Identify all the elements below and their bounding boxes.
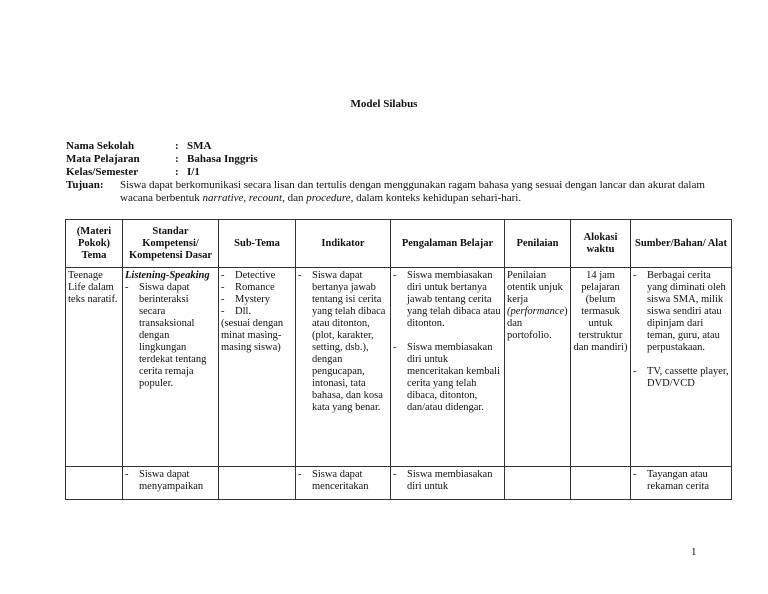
header-penilaian: Penilaian bbox=[505, 220, 571, 268]
objective-genre-narrative: narrative bbox=[202, 192, 244, 204]
cell-standar-kompetensi bbox=[123, 268, 219, 467]
cell-sub-tema bbox=[219, 467, 296, 500]
bullet-dash: - bbox=[221, 294, 225, 305]
list-item: - Siswa dapat menyampaikan bbox=[125, 469, 204, 492]
objective-sep: , dan bbox=[282, 192, 307, 204]
cell-penilaian bbox=[505, 467, 571, 500]
cell-alokasi-waktu bbox=[571, 467, 631, 500]
document-meta bbox=[66, 140, 258, 179]
meta-label: Kelas/Semester bbox=[66, 166, 139, 178]
meta-colon: : bbox=[175, 153, 179, 165]
meta-colon: : bbox=[175, 140, 179, 152]
header-standar-kompetensi: Standar Kompetensi/ Kompetensi Dasar bbox=[123, 220, 219, 268]
skill-title: Listening-Speaking bbox=[125, 270, 210, 281]
header-tema: (Materi Pokok) Tema bbox=[66, 220, 123, 268]
objective-genre-recount: recount bbox=[248, 192, 283, 204]
objective-text bbox=[120, 179, 740, 205]
list-item: - Siswa dapat menceritakan bbox=[298, 469, 369, 492]
bullet-dash: - bbox=[298, 270, 302, 281]
bullet-dash: - bbox=[393, 342, 397, 353]
list-item: - Detective bbox=[221, 270, 276, 281]
meta-label: Mata Pelajaran bbox=[66, 153, 140, 165]
cell-sumber bbox=[631, 268, 732, 467]
bullet-dash: - bbox=[298, 469, 302, 480]
list-item: - Romance bbox=[221, 282, 275, 293]
list-item: - Tayangan atau rekaman cerita bbox=[633, 469, 710, 492]
meta-row-class bbox=[66, 166, 258, 179]
list-item: - Mystery bbox=[221, 294, 270, 305]
meta-row-school bbox=[66, 140, 258, 153]
cell-pengalaman-belajar bbox=[391, 467, 505, 500]
bullet-dash: - bbox=[221, 282, 225, 293]
objective-genre-procedure: procedure bbox=[306, 192, 351, 204]
list-item: - Siswa dapat bertanya jawab tentang isi cerita yang telah dibaca atau ditonton, (plot, karakter, setting, dsb.), dengan pengucapan, intonasi, tata bahasa, dan kosa kata yang benar. bbox=[298, 270, 386, 413]
header-indikator: Indikator bbox=[296, 220, 391, 268]
header-alokasi-waktu: Alokasi waktu bbox=[571, 220, 631, 268]
page-number: 1 bbox=[691, 546, 697, 558]
meta-value: SMA bbox=[187, 140, 212, 152]
header-sub-tema: Sub-Tema bbox=[219, 220, 296, 268]
bullet-dash: - bbox=[393, 270, 397, 281]
cell-tema bbox=[66, 467, 123, 500]
meta-label: Nama Sekolah bbox=[66, 140, 135, 152]
cell-sumber bbox=[631, 467, 732, 500]
list-item: - Siswa membiasakan diri untuk menceritakan kembali cerita yang telah dibaca, ditonton, dan/atau didengar. bbox=[393, 342, 500, 413]
list-item: - Siswa membiasakan diri untuk bertanya jawab tentang cerita yang telah dibaca atau ditonton. bbox=[393, 270, 501, 329]
list-item: - TV, cassette player, DVD/VCD bbox=[633, 366, 729, 389]
syllabus-table bbox=[65, 219, 732, 500]
table-row bbox=[66, 268, 732, 467]
cell-penilaian: Penilaian otentik unjuk kerja (performance) dan portofolio. bbox=[505, 268, 571, 467]
page-title: Model Silabus bbox=[350, 98, 418, 110]
bullet-dash: - bbox=[633, 270, 637, 281]
objective-text-b: , dalam konteks kehidupan sehari-hari. bbox=[350, 192, 522, 204]
cell-pengalaman-belajar bbox=[391, 268, 505, 467]
bullet-dash: - bbox=[221, 306, 225, 317]
penilaian-performance: (performance bbox=[507, 306, 565, 317]
list-item: - Siswa dapat berinteraksi secara transaksional dengan lingkungan terdekat tentang cerita remaja populer. bbox=[125, 282, 207, 389]
table-row bbox=[66, 467, 732, 500]
meta-value: Bahasa Inggris bbox=[187, 153, 258, 165]
cell-indikator bbox=[296, 268, 391, 467]
bullet-dash: - bbox=[633, 366, 637, 377]
cell-tema: Teenage Life dalam teks naratif. bbox=[66, 268, 123, 467]
objective-label: Tujuan: bbox=[66, 179, 104, 191]
table-header-row bbox=[66, 220, 732, 268]
list-item: - Siswa membiasakan diri untuk bbox=[393, 469, 493, 492]
header-sumber: Sumber/Bahan/ Alat bbox=[631, 220, 732, 268]
bullet-dash: - bbox=[221, 270, 225, 281]
bullet-dash: - bbox=[125, 469, 129, 480]
sub-tema-note: (sesuai dengan minat masing-masing siswa) bbox=[221, 318, 284, 353]
cell-alokasi-waktu: 14 jam pelajaran (belum termasuk untuk terstruktur dan mandiri) bbox=[571, 268, 631, 467]
meta-value: I/1 bbox=[187, 166, 200, 178]
cell-indikator bbox=[296, 467, 391, 500]
objective-text-a: Siswa dapat berkomunikasi secara lisan dan tertulis dengan menggunakan ragam bahasa yang sesuai dengan lancar dan akurat dalam wacana berbentuk bbox=[120, 179, 705, 204]
meta-colon: : bbox=[175, 166, 179, 178]
bullet-dash: - bbox=[393, 469, 397, 480]
cell-sub-tema bbox=[219, 268, 296, 467]
bullet-dash: - bbox=[633, 469, 637, 480]
header-pengalaman-belajar: Pengalaman Belajar bbox=[391, 220, 505, 268]
list-item: - Dll. bbox=[221, 306, 252, 317]
bullet-dash: - bbox=[125, 282, 129, 293]
objective-sep: , bbox=[243, 192, 249, 204]
meta-row-subject bbox=[66, 153, 258, 166]
list-item: - Berbagai cerita yang diminati oleh siswa SMA, milik siswa sendiri atau dipinjam dari teman, guru, atau perpustakaan. bbox=[633, 270, 726, 353]
cell-standar-kompetensi bbox=[123, 467, 219, 500]
